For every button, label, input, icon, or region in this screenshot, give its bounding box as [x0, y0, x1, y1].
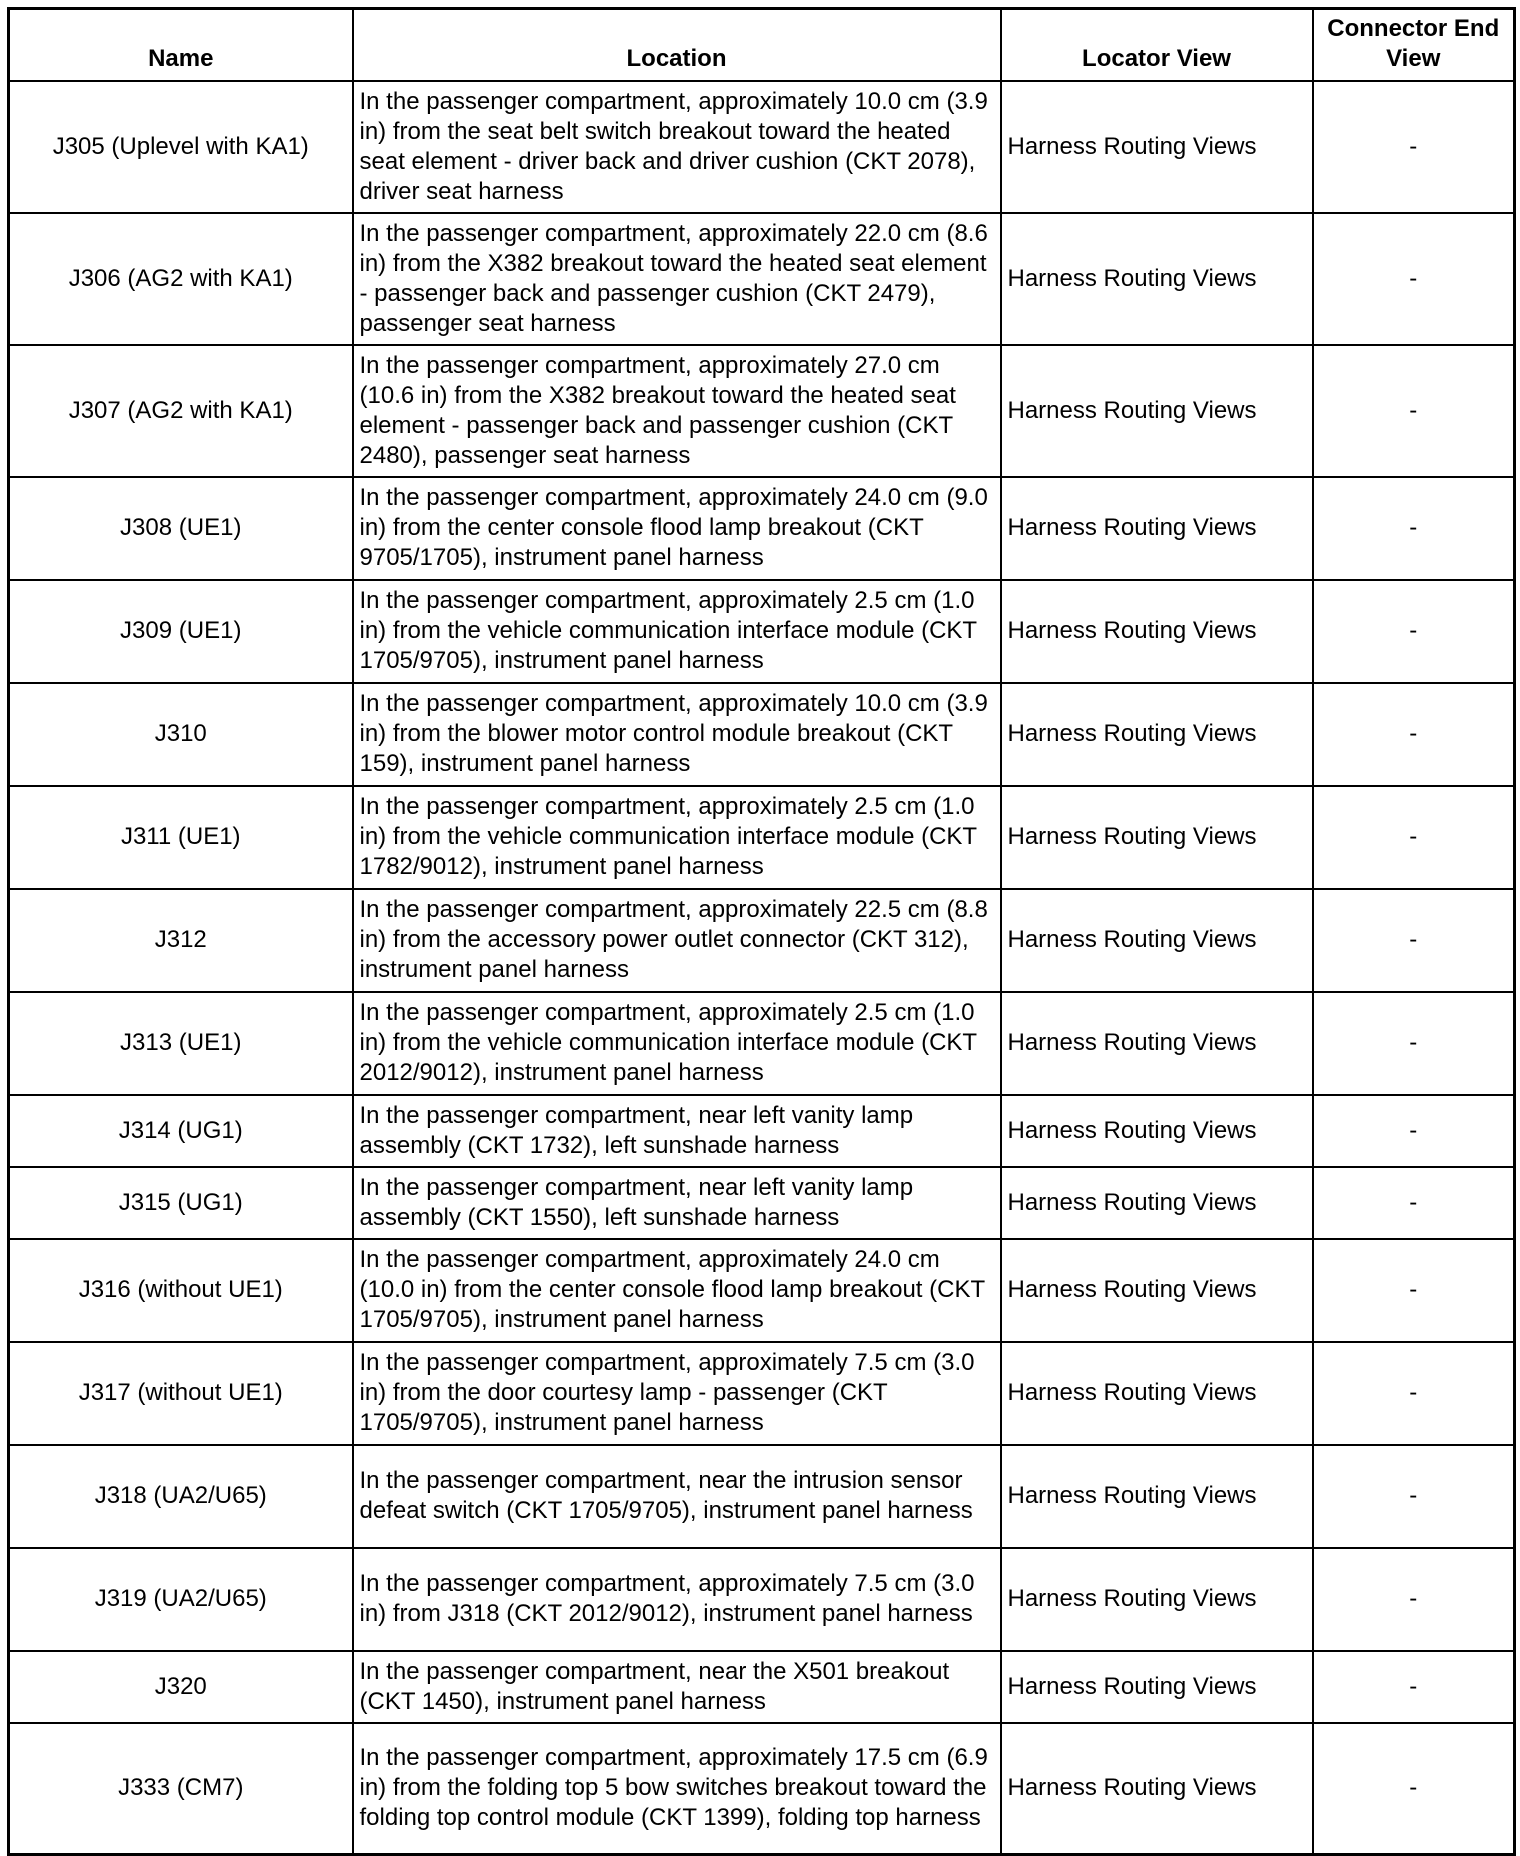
- cell-name: J316 (without UE1): [9, 1239, 353, 1342]
- cell-connector-end-view: -: [1313, 1548, 1515, 1651]
- table-row: [9, 1095, 1515, 1167]
- cell-locator-view: Harness Routing Views: [1001, 345, 1313, 477]
- cell-locator-view: Harness Routing Views: [1001, 81, 1313, 213]
- cell-name: J320: [9, 1651, 353, 1723]
- table-row: [9, 213, 1515, 345]
- table-row: [9, 786, 1515, 889]
- cell-location: In the passenger compartment, approximately 2.5 cm (1.0 in) from the vehicle communication interface module (CKT 1705/9705), instrument panel harness: [353, 580, 1001, 683]
- cell-name: J309 (UE1): [9, 580, 353, 683]
- cell-locator-view: Harness Routing Views: [1001, 889, 1313, 992]
- header-location: Location: [353, 9, 1001, 81]
- table-row: [9, 81, 1515, 213]
- cell-locator-view: Harness Routing Views: [1001, 1239, 1313, 1342]
- cell-name: J319 (UA2/U65): [9, 1548, 353, 1651]
- cell-location: In the passenger compartment, near the X501 breakout (CKT 1450), instrument panel harness: [353, 1651, 1001, 1723]
- table-row: [9, 580, 1515, 683]
- cell-location: In the passenger compartment, approximately 24.0 cm (10.0 in) from the center console flood lamp breakout (CKT 1705/9705), instrument panel harness: [353, 1239, 1001, 1342]
- cell-name: J305 (Uplevel with KA1): [9, 81, 353, 213]
- cell-location: In the passenger compartment, approximately 10.0 cm (3.9 in) from the seat belt switch breakout toward the heated seat element - driver back and driver cushion (CKT 2078), driver seat harness: [353, 81, 1001, 213]
- cell-location: In the passenger compartment, approximately 2.5 cm (1.0 in) from the vehicle communication interface module (CKT 1782/9012), instrument panel harness: [353, 786, 1001, 889]
- cell-name: J317 (without UE1): [9, 1342, 353, 1445]
- cell-locator-view: Harness Routing Views: [1001, 786, 1313, 889]
- cell-location: In the passenger compartment, approximately 24.0 cm (9.0 in) from the center console flood lamp breakout (CKT 9705/1705), instrument panel harness: [353, 477, 1001, 580]
- cell-locator-view: Harness Routing Views: [1001, 1445, 1313, 1548]
- cell-connector-end-view: -: [1313, 1095, 1515, 1167]
- cell-location: In the passenger compartment, approximately 7.5 cm (3.0 in) from J318 (CKT 2012/9012), instrument panel harness: [353, 1548, 1001, 1651]
- cell-locator-view: Harness Routing Views: [1001, 1548, 1313, 1651]
- cell-name: J311 (UE1): [9, 786, 353, 889]
- cell-locator-view: Harness Routing Views: [1001, 580, 1313, 683]
- cell-name: J315 (UG1): [9, 1167, 353, 1239]
- cell-locator-view: Harness Routing Views: [1001, 1342, 1313, 1445]
- cell-name: J333 (CM7): [9, 1723, 353, 1855]
- cell-locator-view: Harness Routing Views: [1001, 992, 1313, 1095]
- cell-location: In the passenger compartment, approximately 2.5 cm (1.0 in) from the vehicle communication interface module (CKT 2012/9012), instrument panel harness: [353, 992, 1001, 1095]
- cell-connector-end-view: -: [1313, 1342, 1515, 1445]
- cell-connector-end-view: -: [1313, 1651, 1515, 1723]
- cell-connector-end-view: -: [1313, 213, 1515, 345]
- cell-locator-view: Harness Routing Views: [1001, 477, 1313, 580]
- cell-location: In the passenger compartment, near left vanity lamp assembly (CKT 1550), left sunshade harness: [353, 1167, 1001, 1239]
- cell-connector-end-view: -: [1313, 580, 1515, 683]
- cell-location: In the passenger compartment, near left vanity lamp assembly (CKT 1732), left sunshade harness: [353, 1095, 1001, 1167]
- cell-name: J307 (AG2 with KA1): [9, 345, 353, 477]
- cell-location: In the passenger compartment, approximately 22.5 cm (8.8 in) from the accessory power outlet connector (CKT 312), instrument panel harness: [353, 889, 1001, 992]
- cell-connector-end-view: -: [1313, 683, 1515, 786]
- table-row: [9, 889, 1515, 992]
- table-row: [9, 1167, 1515, 1239]
- cell-connector-end-view: -: [1313, 1445, 1515, 1548]
- cell-name: J312: [9, 889, 353, 992]
- table-row: [9, 992, 1515, 1095]
- cell-connector-end-view: -: [1313, 1723, 1515, 1855]
- cell-locator-view: Harness Routing Views: [1001, 1095, 1313, 1167]
- table-row: [9, 1445, 1515, 1548]
- cell-location: In the passenger compartment, approximately 27.0 cm (10.6 in) from the X382 breakout toward the heated seat element - passenger back and passenger cushion (CKT 2480), passenger seat harness: [353, 345, 1001, 477]
- connector-location-table: [7, 7, 1516, 1856]
- cell-name: J313 (UE1): [9, 992, 353, 1095]
- cell-location: In the passenger compartment, approximately 17.5 cm (6.9 in) from the folding top 5 bow switches breakout toward the folding top control module (CKT 1399), folding top harness: [353, 1723, 1001, 1855]
- table-row: [9, 683, 1515, 786]
- cell-connector-end-view: -: [1313, 1167, 1515, 1239]
- table-row: [9, 1342, 1515, 1445]
- cell-connector-end-view: -: [1313, 889, 1515, 992]
- cell-connector-end-view: -: [1313, 786, 1515, 889]
- cell-name: J310: [9, 683, 353, 786]
- cell-connector-end-view: -: [1313, 1239, 1515, 1342]
- cell-locator-view: Harness Routing Views: [1001, 683, 1313, 786]
- table-row: [9, 477, 1515, 580]
- header-connector-end-view: Connector End View: [1313, 9, 1515, 81]
- table-row: [9, 1239, 1515, 1342]
- cell-name: J306 (AG2 with KA1): [9, 213, 353, 345]
- cell-connector-end-view: -: [1313, 345, 1515, 477]
- cell-connector-end-view: -: [1313, 992, 1515, 1095]
- cell-name: J318 (UA2/U65): [9, 1445, 353, 1548]
- cell-connector-end-view: -: [1313, 81, 1515, 213]
- header-row: [9, 9, 1515, 81]
- cell-location: In the passenger compartment, approximately 22.0 cm (8.6 in) from the X382 breakout toward the heated seat element - passenger back and passenger cushion (CKT 2479), passenger seat harness: [353, 213, 1001, 345]
- table-row: [9, 345, 1515, 477]
- table-row: [9, 1723, 1515, 1855]
- cell-locator-view: Harness Routing Views: [1001, 1651, 1313, 1723]
- cell-name: J314 (UG1): [9, 1095, 353, 1167]
- cell-locator-view: Harness Routing Views: [1001, 1723, 1313, 1855]
- cell-locator-view: Harness Routing Views: [1001, 1167, 1313, 1239]
- cell-location: In the passenger compartment, approximately 10.0 cm (3.9 in) from the blower motor control module breakout (CKT 159), instrument panel harness: [353, 683, 1001, 786]
- table-row: [9, 1548, 1515, 1651]
- cell-locator-view: Harness Routing Views: [1001, 213, 1313, 345]
- header-name: Name: [9, 9, 353, 81]
- header-locator-view: Locator View: [1001, 9, 1313, 81]
- cell-location: In the passenger compartment, near the intrusion sensor defeat switch (CKT 1705/9705), instrument panel harness: [353, 1445, 1001, 1548]
- cell-location: In the passenger compartment, approximately 7.5 cm (3.0 in) from the door courtesy lamp - passenger (CKT 1705/9705), instrument panel harness: [353, 1342, 1001, 1445]
- cell-name: J308 (UE1): [9, 477, 353, 580]
- cell-connector-end-view: -: [1313, 477, 1515, 580]
- table-body: [9, 81, 1515, 1855]
- table-row: [9, 1651, 1515, 1723]
